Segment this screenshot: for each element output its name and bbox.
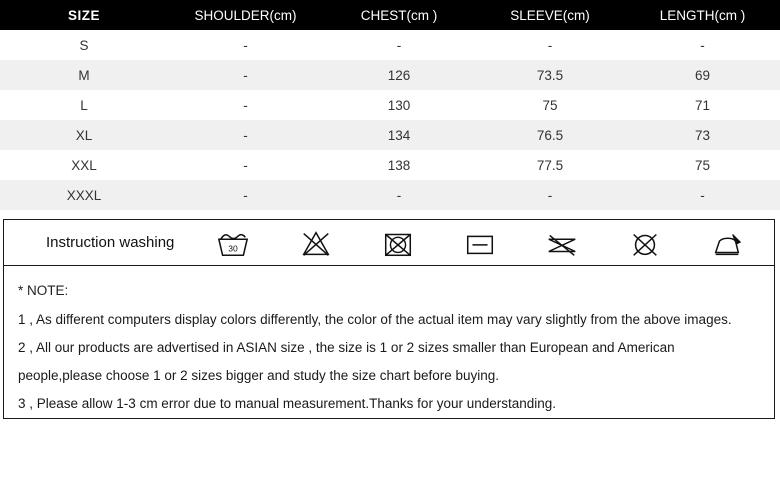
column-header-length: LENGTH(cm ) xyxy=(659,7,746,23)
cell-length: - xyxy=(700,37,705,53)
washing-instructions-header xyxy=(4,220,774,266)
table-row xyxy=(0,90,780,120)
cell-shoulder: - xyxy=(243,127,248,143)
table-header-row xyxy=(0,0,780,30)
cell-chest: - xyxy=(396,187,402,203)
column-header-shoulder: SHOULDER(cm) xyxy=(194,7,297,23)
table-row xyxy=(0,60,780,90)
wash-tub-30-icon xyxy=(214,226,252,260)
cell-shoulder: - xyxy=(243,187,248,203)
cell-length: 69 xyxy=(694,67,711,83)
table-row xyxy=(0,120,780,150)
column-header-chest: CHEST(cm ) xyxy=(360,7,438,23)
do-not-bleach-icon xyxy=(297,226,335,260)
cell-chest: 134 xyxy=(387,127,411,143)
cell-size: S xyxy=(79,37,89,53)
washing-instructions-title: Instruction washing xyxy=(46,234,175,251)
cell-size: L xyxy=(80,97,88,113)
cell-size: XL xyxy=(75,127,93,143)
note-item-1: 1 , As different computers display colors differently, the color of the actual item may vary slightly from the above images. xyxy=(18,312,732,327)
column-header-sleeve: SLEEVE(cm) xyxy=(510,7,590,23)
notes-heading: * NOTE: xyxy=(18,283,69,298)
dry-flat-icon xyxy=(461,226,499,260)
table-row xyxy=(0,150,780,180)
cell-sleeve: - xyxy=(547,37,553,53)
cell-shoulder: - xyxy=(243,157,248,173)
do-not-dry-clean-icon xyxy=(626,226,664,260)
table-header xyxy=(0,0,780,30)
cell-length: 75 xyxy=(694,157,711,173)
cell-chest: 138 xyxy=(387,157,411,173)
cell-sleeve: 73.5 xyxy=(536,67,564,83)
cell-chest: 130 xyxy=(387,97,411,113)
table-row xyxy=(0,180,780,210)
cell-chest: - xyxy=(396,37,402,53)
cell-length: - xyxy=(700,187,705,203)
cell-size: XXXL xyxy=(66,187,102,203)
cell-shoulder: - xyxy=(243,97,248,113)
column-header-size: SIZE xyxy=(67,7,100,23)
note-item-2: 2 , All our products are advertised in ASIAN size , the size is 1 or 2 sizes smaller than European and American people,please choose 1 or 2 sizes bigger and study the size chart before buying. xyxy=(18,340,675,383)
cell-length: 73 xyxy=(694,127,711,143)
cell-sleeve: 76.5 xyxy=(536,127,564,143)
note-item-3: 3 , Please allow 1-3 cm error due to manual measurement.Thanks for your understanding. xyxy=(18,396,557,411)
svg-text:30: 30 xyxy=(228,243,239,253)
iron-low-icon xyxy=(708,226,746,260)
cell-size: XXL xyxy=(71,157,97,173)
cell-shoulder: - xyxy=(243,67,248,83)
do-not-tumble-dry-icon xyxy=(379,226,417,260)
cell-sleeve: 75 xyxy=(542,97,558,113)
cell-length: 71 xyxy=(694,97,711,113)
notes-section xyxy=(4,266,774,418)
table-row xyxy=(0,30,780,60)
washing-instructions-panel xyxy=(3,219,775,419)
cell-sleeve: 77.5 xyxy=(536,157,564,173)
cell-size: M xyxy=(78,67,90,83)
cell-sleeve: - xyxy=(547,187,553,203)
cell-chest: 126 xyxy=(387,67,411,83)
cell-shoulder: - xyxy=(243,37,248,53)
size-chart-table xyxy=(0,0,780,210)
do-not-wring-icon xyxy=(543,226,581,260)
washing-symbol-list xyxy=(174,226,764,260)
table-body xyxy=(0,30,780,210)
